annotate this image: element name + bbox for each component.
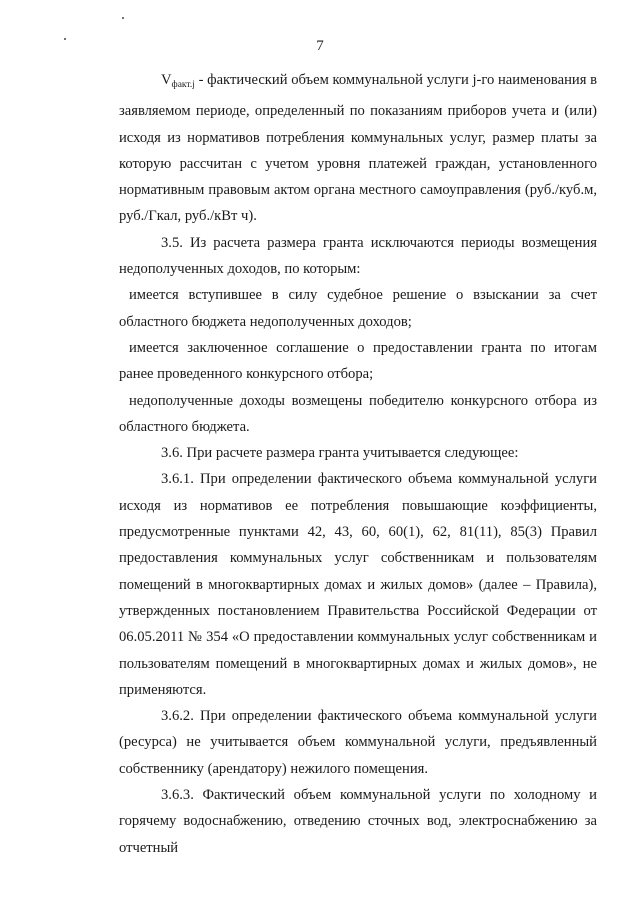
variable-definition: [119, 67, 597, 230]
paragraph-3-6: 3.6. При расчете размера гранта учитывается следующее:: [161, 445, 519, 462]
list-item: имеется вступившее в силу судебное решение о взыскании за счет областного бюджета недополученных доходов;: [119, 287, 597, 330]
document-body: [119, 67, 597, 861]
scan-speck: [122, 17, 124, 19]
paragraph-3-6-1: 3.6.1. При определении фактического объема коммунальной услуги исходя из нормативов ее потребления повышающие коэффициенты, предусмотренные пунктами 42, 43, 60, 60(1), 62, 81(11), 85(3) Правил предоставления коммунальных услуг собственникам и пользователям помещений в многоквартирных домах и жилых домов» (далее – Правила), утвержденных постановлением Правительства Российской Федерации от 06.05.2011 № 354 «О предоставлении коммунальных услуг собственникам и пользователям помещений в многоквартирных домах и жилых домов», не применяются.: [119, 471, 597, 698]
paragraph-3-5: 3.5. Из расчета размера гранта исключаются периоды возмещения недополученных доходов, по которым:: [119, 234, 597, 278]
variable-subscript: факт.j: [171, 80, 195, 90]
list-item: недополученные доходы возмещены победителю конкурсного отбора из областного бюджета.: [119, 392, 597, 435]
exclusion-list: [119, 282, 597, 440]
paragraph-3-6-2: 3.6.2. При определении фактического объема коммунальной услуги (ресурса) не учитывается объем коммунальной услуги, предъявленный собственнику (арендатору) нежилого помещения.: [119, 708, 597, 777]
list-item: имеется заключенное соглашение о предоставлении гранта по итогам ранее проведенного конкурсного отбора;: [119, 339, 597, 383]
paragraph-3-6-3: 3.6.3. Фактический объем коммунальной услуги по холодному и горячему водоснабжению, отведению сточных вод, электроснабжению за отчетный: [119, 787, 597, 856]
variable-definition-text: - фактический объем коммунальной услуги j-го наименования в заявляемом периоде, определенный по показаниям приборов учета и (или) исходя из нормативов потребления коммунальных услуг, размер платы за которую рассчитан с учетом уровня платежей граждан, установленного нормативным правовым актом органа местного самоуправления (руб./куб.м, руб./Гкал, руб./кВт ч).: [119, 72, 597, 225]
page-number: 7: [316, 38, 324, 54]
variable-symbol: V: [161, 72, 172, 88]
